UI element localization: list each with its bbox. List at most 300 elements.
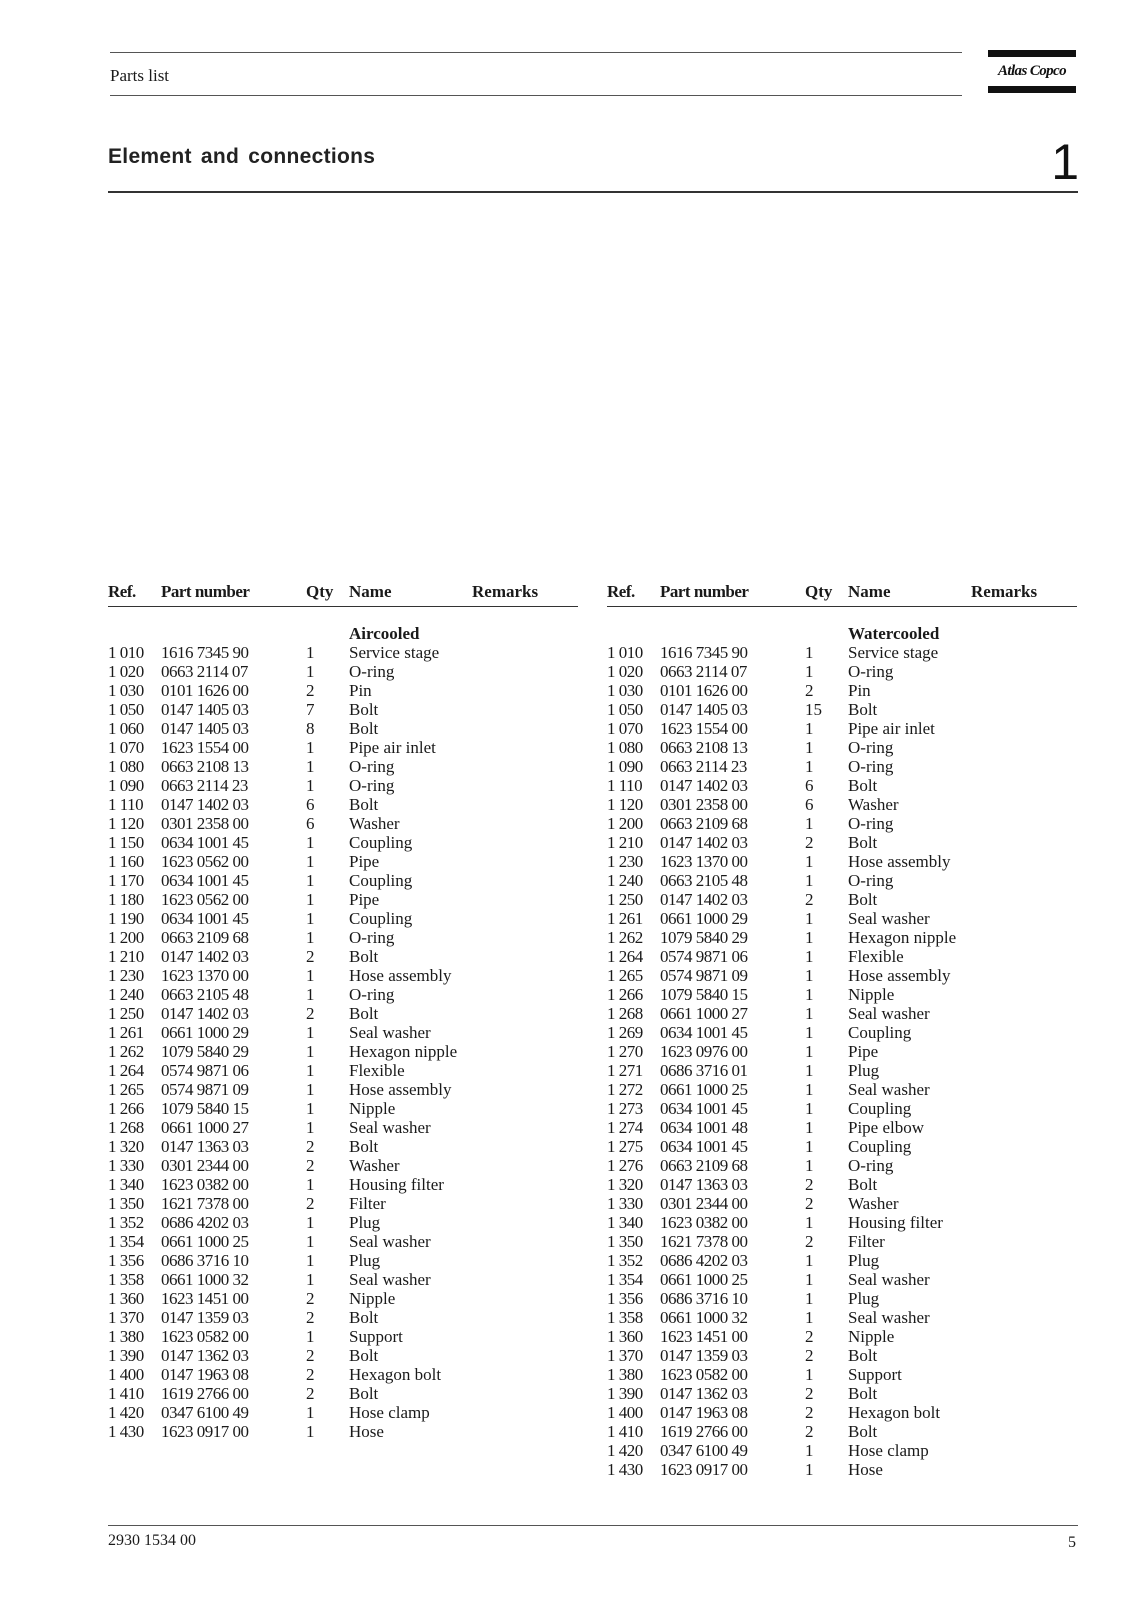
cell-name: O-ring — [349, 776, 395, 795]
cell-ref: 1 266 — [108, 1099, 144, 1118]
cell-qty: 2 — [306, 947, 315, 966]
cell-part-number: 0147 1362 03 — [161, 1346, 249, 1365]
table-header — [607, 580, 1077, 607]
cell-name: Bolt — [349, 1004, 379, 1023]
section-title: Element and connections — [108, 145, 376, 168]
cell-ref: 1 370 — [108, 1308, 144, 1327]
cell-part-number: 1621 7378 00 — [660, 1232, 748, 1251]
table-row — [607, 1384, 1077, 1403]
cell-part-number: 0661 1000 32 — [660, 1308, 748, 1327]
cell-part-number: 0661 1000 29 — [660, 909, 748, 928]
cell-name: Pipe air inlet — [848, 719, 935, 738]
cell-ref: 1 180 — [108, 890, 144, 909]
cell-name: Pipe elbow — [848, 1118, 925, 1137]
col-remarks: Remarks — [472, 582, 539, 601]
table-row — [607, 738, 1077, 757]
cell-ref: 1 352 — [607, 1251, 643, 1270]
cell-ref: 1 352 — [108, 1213, 144, 1232]
cell-ref: 1 330 — [108, 1156, 144, 1175]
cell-part-number: 0147 1402 03 — [660, 776, 748, 795]
cell-qty: 1 — [306, 1023, 315, 1042]
table-row — [607, 1422, 1077, 1441]
col-name: Name — [349, 582, 392, 601]
table-row — [607, 833, 1077, 852]
col-qty: Qty — [805, 582, 833, 601]
cell-qty: 8 — [306, 719, 315, 738]
cell-part-number: 0147 1402 03 — [161, 947, 249, 966]
cell-ref: 1 200 — [108, 928, 144, 947]
group-heading — [607, 624, 1077, 643]
col-part-number: Part number — [660, 582, 749, 601]
cell-ref: 1 240 — [108, 985, 144, 1004]
cell-qty: 1 — [805, 1213, 814, 1232]
table-row — [607, 909, 1077, 928]
cell-name: Hose assembly — [848, 966, 951, 985]
cell-qty: 1 — [805, 1099, 814, 1118]
cell-ref: 1 356 — [108, 1251, 144, 1270]
cell-ref: 1 050 — [607, 700, 643, 719]
table-row — [108, 1403, 578, 1422]
cell-qty: 1 — [805, 643, 814, 662]
table-row — [108, 1004, 578, 1023]
cell-part-number: 0574 9871 06 — [161, 1061, 249, 1080]
cell-part-number: 1623 1554 00 — [660, 719, 748, 738]
cell-name: Seal washer — [349, 1232, 431, 1251]
table-row — [108, 852, 578, 871]
cell-name: Plug — [349, 1213, 381, 1232]
cell-part-number: 0147 1363 03 — [660, 1175, 748, 1194]
cell-name: Support — [848, 1365, 902, 1384]
cell-qty: 1 — [805, 947, 814, 966]
cell-name: Coupling — [848, 1023, 912, 1042]
cell-name: Bolt — [349, 1137, 379, 1156]
cell-name: Bolt — [349, 1346, 379, 1365]
cell-qty: 7 — [306, 700, 315, 719]
table-row — [607, 928, 1077, 947]
cell-qty: 1 — [805, 1289, 814, 1308]
cell-part-number: 1623 0382 00 — [161, 1175, 249, 1194]
table-row — [607, 757, 1077, 776]
cell-ref: 1 210 — [607, 833, 643, 852]
page-number: 5 — [1068, 1534, 1076, 1551]
cell-qty: 2 — [306, 1308, 315, 1327]
cell-name: Seal washer — [349, 1270, 431, 1289]
cell-qty: 1 — [306, 1061, 315, 1080]
table-row — [108, 1042, 578, 1061]
table-row — [108, 814, 578, 833]
cell-part-number: 0634 1001 48 — [660, 1118, 748, 1137]
table-row — [607, 700, 1077, 719]
cell-qty: 2 — [306, 1289, 315, 1308]
header-bottom-rule — [110, 95, 962, 96]
cell-name: O-ring — [349, 928, 395, 947]
cell-part-number: 0663 2114 23 — [660, 757, 747, 776]
table-row — [607, 1270, 1077, 1289]
cell-qty: 2 — [306, 1137, 315, 1156]
cell-qty: 1 — [306, 1270, 315, 1289]
table-row — [108, 681, 578, 700]
table-row — [108, 966, 578, 985]
cell-qty: 1 — [306, 1213, 315, 1232]
cell-name: Housing filter — [848, 1213, 943, 1232]
cell-ref: 1 090 — [108, 776, 144, 795]
cell-name: Hose clamp — [349, 1403, 430, 1422]
cell-qty: 2 — [805, 681, 814, 700]
cell-ref: 1 390 — [108, 1346, 144, 1365]
cell-ref: 1 010 — [607, 643, 643, 662]
cell-ref: 1 430 — [108, 1422, 144, 1441]
cell-ref: 1 160 — [108, 852, 144, 871]
table-row — [607, 890, 1077, 909]
cell-ref: 1 356 — [607, 1289, 643, 1308]
table-row — [607, 1365, 1077, 1384]
cell-part-number: 0663 2114 07 — [660, 662, 747, 681]
table-row — [108, 700, 578, 719]
cell-name: Coupling — [349, 871, 413, 890]
cell-name: Hexagon bolt — [848, 1403, 941, 1422]
cell-qty: 1 — [805, 928, 814, 947]
table-row — [607, 1346, 1077, 1365]
table-row — [108, 947, 578, 966]
cell-ref: 1 360 — [108, 1289, 144, 1308]
cell-name: Filter — [848, 1232, 885, 1251]
cell-part-number: 0147 1363 03 — [161, 1137, 249, 1156]
cell-name: Hose assembly — [349, 966, 452, 985]
cell-name: Seal washer — [349, 1023, 431, 1042]
cell-name: Service stage — [848, 643, 939, 662]
cell-ref: 1 264 — [607, 947, 643, 966]
cell-name: Bolt — [848, 1175, 878, 1194]
cell-qty: 1 — [805, 1061, 814, 1080]
cell-ref: 1 354 — [108, 1232, 144, 1251]
cell-qty: 1 — [306, 852, 315, 871]
table-row — [607, 1023, 1077, 1042]
cell-part-number: 0301 2358 00 — [161, 814, 249, 833]
cell-ref: 1 420 — [607, 1441, 643, 1460]
cell-ref: 1 430 — [607, 1460, 643, 1479]
cell-part-number: 0661 1000 27 — [161, 1118, 249, 1137]
cell-name: Bolt — [848, 833, 878, 852]
cell-name: Bolt — [349, 795, 379, 814]
cell-qty: 1 — [805, 1308, 814, 1327]
cell-qty: 1 — [805, 1365, 814, 1384]
cell-ref: 1 090 — [607, 757, 643, 776]
table-row — [607, 871, 1077, 890]
cell-qty: 2 — [306, 1156, 315, 1175]
table-row — [607, 662, 1077, 681]
cell-qty: 1 — [306, 1042, 315, 1061]
table-row — [108, 1384, 578, 1403]
cell-part-number: 0663 2109 68 — [660, 814, 748, 833]
cell-ref: 1 410 — [108, 1384, 144, 1403]
cell-part-number: 1079 5840 15 — [660, 985, 748, 1004]
cell-qty: 1 — [306, 1175, 315, 1194]
cell-part-number: 0686 3716 10 — [161, 1251, 249, 1270]
table-row — [607, 1403, 1077, 1422]
cell-name: Hexagon bolt — [349, 1365, 442, 1384]
cell-part-number: 0347 6100 49 — [660, 1441, 748, 1460]
table-row — [607, 1213, 1077, 1232]
cell-qty: 1 — [306, 966, 315, 985]
cell-part-number: 0634 1001 45 — [660, 1023, 748, 1042]
cell-ref: 1 400 — [607, 1403, 643, 1422]
table-row — [607, 1175, 1077, 1194]
cell-part-number: 0634 1001 45 — [161, 909, 249, 928]
title-rule — [108, 191, 1078, 193]
table-row — [108, 757, 578, 776]
cell-part-number: 0663 2114 07 — [161, 662, 248, 681]
cell-qty: 1 — [306, 928, 315, 947]
cell-name: Hose — [349, 1422, 384, 1441]
cell-name: O-ring — [848, 814, 894, 833]
cell-name: O-ring — [848, 1156, 894, 1175]
table-row — [607, 719, 1077, 738]
cell-qty: 1 — [306, 1327, 315, 1346]
cell-ref: 1 070 — [108, 738, 144, 757]
cell-part-number: 0101 1626 00 — [161, 681, 249, 700]
table-row — [607, 1061, 1077, 1080]
cell-qty: 1 — [306, 871, 315, 890]
cell-ref: 1 080 — [607, 738, 643, 757]
table-row — [607, 681, 1077, 700]
cell-ref: 1 230 — [607, 852, 643, 871]
cell-qty: 2 — [805, 1232, 814, 1251]
table-row — [108, 1213, 578, 1232]
cell-part-number: 1623 0917 00 — [161, 1422, 249, 1441]
cell-part-number: 0661 1000 27 — [660, 1004, 748, 1023]
table-row — [108, 1289, 578, 1308]
cell-name: Housing filter — [349, 1175, 444, 1194]
footer-rule — [108, 1525, 1078, 1526]
cell-part-number: 0663 2108 13 — [660, 738, 748, 757]
table-row — [607, 1460, 1077, 1479]
table-row — [607, 985, 1077, 1004]
cell-ref: 1 268 — [607, 1004, 643, 1023]
cell-ref: 1 240 — [607, 871, 643, 890]
cell-name: Nipple — [848, 1327, 895, 1346]
cell-part-number: 0663 2105 48 — [660, 871, 748, 890]
section-number: 1 — [1051, 134, 1079, 190]
table-row — [108, 776, 578, 795]
cell-part-number: 0634 1001 45 — [660, 1099, 748, 1118]
cell-qty: 1 — [306, 1251, 315, 1270]
cell-ref: 1 350 — [607, 1232, 643, 1251]
cell-ref: 1 010 — [108, 643, 144, 662]
cell-qty: 1 — [805, 757, 814, 776]
cell-ref: 1 269 — [607, 1023, 643, 1042]
cell-part-number: 0147 1362 03 — [660, 1384, 748, 1403]
table-row — [607, 1441, 1077, 1460]
cell-part-number: 1623 1554 00 — [161, 738, 249, 757]
cell-part-number: 1623 0582 00 — [660, 1365, 748, 1384]
cell-qty: 1 — [306, 757, 315, 776]
cell-qty: 15 — [805, 700, 822, 719]
cell-name: Seal washer — [848, 1308, 930, 1327]
table-row — [607, 966, 1077, 985]
cell-ref: 1 110 — [607, 776, 643, 795]
cell-qty: 1 — [805, 1118, 814, 1137]
cell-qty: 1 — [306, 909, 315, 928]
cell-part-number: 0663 2108 13 — [161, 757, 249, 776]
cell-ref: 1 261 — [607, 909, 643, 928]
atlas-copco-logo — [988, 50, 1076, 94]
cell-name: Bolt — [848, 1384, 878, 1403]
cell-part-number: 0661 1000 25 — [161, 1232, 249, 1251]
cell-ref: 1 110 — [108, 795, 144, 814]
cell-qty: 1 — [805, 1460, 814, 1479]
watercooled-parts-table — [607, 580, 1077, 1479]
cell-name: Bolt — [848, 1346, 878, 1365]
cell-qty: 1 — [805, 909, 814, 928]
table-row — [607, 795, 1077, 814]
logo-bar-bottom — [988, 86, 1076, 93]
cell-name: Bolt — [349, 1384, 379, 1403]
cell-ref: 1 270 — [607, 1042, 643, 1061]
cell-part-number: 1619 2766 00 — [161, 1384, 249, 1403]
cell-name: Bolt — [349, 947, 379, 966]
cell-name: Bolt — [349, 700, 379, 719]
document-number: 2930 1534 00 — [108, 1532, 196, 1549]
cell-part-number: 0301 2344 00 — [660, 1194, 748, 1213]
cell-part-number: 1619 2766 00 — [660, 1422, 748, 1441]
cell-ref: 1 273 — [607, 1099, 643, 1118]
table-row — [607, 1251, 1077, 1270]
table-row — [607, 1194, 1077, 1213]
cell-ref: 1 262 — [108, 1042, 144, 1061]
cell-name: Nipple — [848, 985, 895, 1004]
cell-qty: 2 — [306, 681, 315, 700]
cell-name: Filter — [349, 1194, 386, 1213]
cell-part-number: 0661 1000 29 — [161, 1023, 249, 1042]
table-header — [108, 580, 578, 607]
cell-ref: 1 272 — [607, 1080, 643, 1099]
cell-name: O-ring — [848, 738, 894, 757]
cell-ref: 1 261 — [108, 1023, 144, 1042]
table-body — [108, 643, 578, 1441]
cell-name: Bolt — [848, 1422, 878, 1441]
col-part-number: Part number — [161, 582, 250, 601]
table-row — [607, 852, 1077, 871]
cell-ref: 1 230 — [108, 966, 144, 985]
cell-ref: 1 266 — [607, 985, 643, 1004]
cell-ref: 1 250 — [607, 890, 643, 909]
table-row — [108, 1061, 578, 1080]
cell-ref: 1 120 — [108, 814, 144, 833]
cell-qty: 1 — [805, 1251, 814, 1270]
cell-qty: 2 — [306, 1194, 315, 1213]
cell-part-number: 1616 7345 90 — [660, 643, 748, 662]
cell-part-number: 1616 7345 90 — [161, 643, 249, 662]
cell-part-number: 0686 4202 03 — [161, 1213, 249, 1232]
cell-name: Seal washer — [848, 1080, 930, 1099]
cell-part-number: 0663 2114 23 — [161, 776, 248, 795]
group-heading-label: Aircooled — [349, 624, 420, 643]
cell-qty: 1 — [306, 1080, 315, 1099]
cell-ref: 1 320 — [108, 1137, 144, 1156]
cell-qty: 1 — [306, 1403, 315, 1422]
table-row — [607, 776, 1077, 795]
table-row — [607, 1080, 1077, 1099]
cell-part-number: 1623 0976 00 — [660, 1042, 748, 1061]
cell-part-number: 0347 6100 49 — [161, 1403, 249, 1422]
cell-name: Bolt — [349, 1308, 379, 1327]
cell-name: Pipe air inlet — [349, 738, 436, 757]
table-row — [607, 814, 1077, 833]
cell-part-number: 1623 1370 00 — [161, 966, 249, 985]
cell-ref: 1 070 — [607, 719, 643, 738]
table-row — [108, 1194, 578, 1213]
cell-name: Plug — [848, 1289, 880, 1308]
table-row — [108, 1175, 578, 1194]
table-row — [108, 1232, 578, 1251]
table-row — [108, 738, 578, 757]
cell-qty: 1 — [805, 738, 814, 757]
cell-part-number: 1079 5840 15 — [161, 1099, 249, 1118]
cell-ref: 1 358 — [607, 1308, 643, 1327]
cell-ref: 1 265 — [108, 1080, 144, 1099]
table-row — [108, 1137, 578, 1156]
cell-part-number: 1623 0562 00 — [161, 890, 249, 909]
cell-part-number: 0663 2109 68 — [161, 928, 249, 947]
cell-qty: 1 — [805, 662, 814, 681]
cell-qty: 2 — [306, 1346, 315, 1365]
cell-name: Washer — [848, 1194, 899, 1213]
cell-part-number: 0147 1405 03 — [660, 700, 748, 719]
cell-ref: 1 210 — [108, 947, 144, 966]
cell-part-number: 1623 0917 00 — [660, 1460, 748, 1479]
cell-qty: 1 — [805, 1004, 814, 1023]
cell-name: Nipple — [349, 1099, 396, 1118]
cell-qty: 1 — [805, 1270, 814, 1289]
table-row — [108, 985, 578, 1004]
cell-part-number: 1623 1451 00 — [660, 1327, 748, 1346]
cell-ref: 1 050 — [108, 700, 144, 719]
cell-name: Hose assembly — [848, 852, 951, 871]
cell-ref: 1 265 — [607, 966, 643, 985]
cell-ref: 1 020 — [108, 662, 144, 681]
cell-qty: 1 — [306, 643, 315, 662]
cell-name: Bolt — [848, 700, 878, 719]
table-row — [607, 1232, 1077, 1251]
cell-name: Hose assembly — [349, 1080, 452, 1099]
cell-ref: 1 380 — [607, 1365, 643, 1384]
table-row — [108, 1156, 578, 1175]
cell-part-number: 0661 1000 32 — [161, 1270, 249, 1289]
cell-qty: 1 — [805, 1137, 814, 1156]
cell-qty: 1 — [306, 662, 315, 681]
cell-qty: 1 — [805, 985, 814, 1004]
cell-name: Flexible — [349, 1061, 405, 1080]
cell-name: Washer — [848, 795, 899, 814]
cell-ref: 1 080 — [108, 757, 144, 776]
cell-name: Hexagon nipple — [848, 928, 957, 947]
cell-ref: 1 360 — [607, 1327, 643, 1346]
cell-part-number: 0147 1359 03 — [161, 1308, 249, 1327]
cell-name: Seal washer — [848, 1004, 930, 1023]
cell-qty: 6 — [805, 795, 814, 814]
logo-text: Atlas Copco — [998, 63, 1066, 79]
cell-qty: 1 — [306, 1118, 315, 1137]
cell-name: Seal washer — [349, 1118, 431, 1137]
cell-qty: 1 — [805, 1080, 814, 1099]
cell-name: Bolt — [349, 719, 379, 738]
cell-part-number: 0574 9871 09 — [660, 966, 748, 985]
cell-part-number: 1623 0562 00 — [161, 852, 249, 871]
cell-part-number: 0147 1402 03 — [161, 795, 249, 814]
table-row — [108, 833, 578, 852]
table-row — [108, 662, 578, 681]
cell-name: O-ring — [349, 662, 395, 681]
